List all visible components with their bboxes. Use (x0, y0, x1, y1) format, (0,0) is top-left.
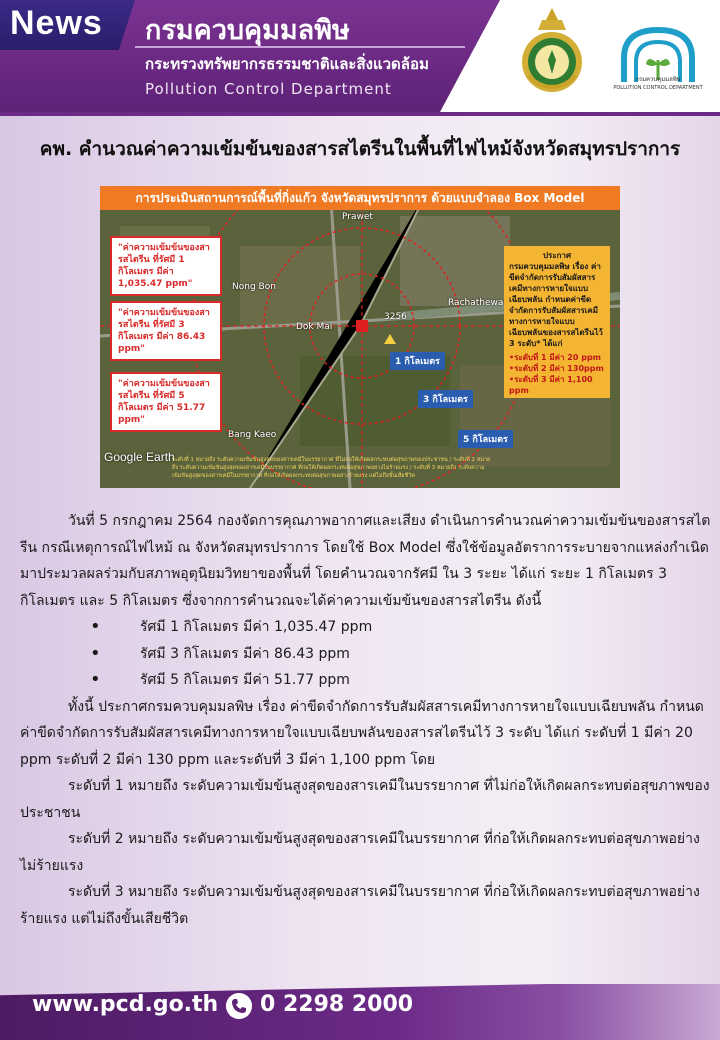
place-prawet: Prawet (342, 212, 373, 222)
page-footer (0, 980, 720, 1040)
paragraph-notice: ทั้งนี้ ประกาศกรมควบคุมมลพิษ เรื่อง ค่าขีดจำกัดการรับสัมผัสสารเคมีทางการหายใจแบบเฉียบพลัน กำหนดค่าขีดจำกัดการรับสัมผัสสารเคมีทางการหายใจแบบเฉียบพลันของสารสไตรีนไว้ 3 ระดับ ได้แก่ ระดับที่ 1 มีค่า 20 ppm ระดับที่ 2 มีค่า 130 ppm และระดับที่ 3 มีค่า 1,100 ppm โดย (20, 698, 704, 768)
paragraph-intro: วันที่ 5 กรกฎาคม 2564 กองจัดการคุณภาพอากาศและเสียง ดำเนินการคำนวณค่าความเข้มข้นของสารสไตรีน กรณีเหตุการณ์ไฟไหม้ ณ จังหวัดสมุทรปราการ โดยใช้ Box Model ซึ่งใช้ข้อมูลอัตราการระบายจากแหล่งกำเนิด มาประมวลผลร่วมกับสภาพอุตุนิยมวิทยาของพื้นที่ โดยคำนวณจากรัศมี ใน 3 ระยะ ได้แก่ ระยะ 1 กิโลเมตร 3 กิโลเมตร และ 5 กิโลเมตร ซึ่งจากการคำนวณจะได้ค่าความเข้มข้นของสารสไตรีน ดังนี้ (20, 513, 711, 609)
road-number: 3256 (384, 312, 407, 322)
department-english: Pollution Control Department (145, 80, 392, 98)
pcd-logo-caption (610, 76, 706, 92)
notice-panel (504, 246, 610, 398)
pcd-logo-caption-th: กรมควบคุมมลพิษ (635, 76, 681, 83)
website-link[interactable]: www.pcd.go.th (32, 992, 219, 1017)
place-bang-kaeo: Bang Kaeo (228, 430, 277, 440)
google-earth-watermark: Google Earth (104, 450, 175, 464)
news-label: News (10, 4, 103, 42)
header-divider (135, 46, 465, 48)
place-rachathewa: Rachathewa (448, 298, 504, 308)
infographic-map (100, 186, 620, 488)
infographic-footnote: ระดับที่ 1 หมายถึง ระดับความเข้มข้นสูงสุดของสารเคมีในบรรยากาศ ที่ไม่ก่อให้เกิดผลกระทบต่อสุขภาพของประชาชน / ระดับที่ 2 หมายถึง ระดับความเข้มข้นสูงสุดของสารเคมีในบรรยากาศ ที่ก่อให้เกิดผลกระทบต่อสุขภาพอย่างไม่ร้ายแรง / ระดับที่ 3 หมายถึง ระดับความเข้มข้นสูงสุดของสารเคมีในบรรยากาศ ที่ก่อให้เกิดผลกระทบต่อสุขภาพอย่างร้ายแรง แต่ไม่ถึงขั้นเสียชีวิต (172, 457, 491, 479)
place-nong-bon: Nong Bon (232, 282, 276, 292)
place-dok-mai: Dok Mai (296, 322, 333, 332)
phone-icon (226, 993, 252, 1019)
page-title: คพ. คำนวณค่าความเข้มข้นของสารสไตรีนในพื้นที่ไฟไหม้จังหวัดสมุทรปราการ (39, 138, 681, 160)
list-item: • รัศมี 1 กิโลเมตร มีค่า 1,035.47 ppm (20, 614, 712, 641)
concentration-box-1km: "ค่าความเข้มข้นของสารสไตรีน ที่รัศมี 1 กิโลเมตร มีค่า 1,035.47 ppm" (110, 236, 222, 296)
radius-label-5km: 5 กิโลเมตร (458, 430, 513, 448)
concentration-list (20, 614, 712, 694)
notice-level-2: • ระดับที่ 2 มีค่า 130ppm (509, 363, 605, 374)
ministry-name: กระทรวงทรัพยากรธรรมชาติและสิ่งแวดล้อม (145, 55, 429, 73)
radius-label-3km: 3 กิโลเมตร (418, 390, 473, 408)
phone-number[interactable]: 0 2298 2000 (260, 992, 414, 1017)
article-body (20, 508, 712, 932)
notice-levels (509, 352, 605, 396)
page-header (0, 0, 720, 112)
infographic-banner: การประเมินสถานการณ์พื้นที่กิ่งแก้ว จังหวัดสมุทรปราการ ด้วยแบบจำลอง Box Model (100, 186, 620, 210)
notice-body: กรมควบคุมมลพิษ เรื่อง ค่าขีดจำกัดการรับสัมผัสสารเคมีทางการหายใจแบบเฉียบพลัน กำหนดค่าขีดจำกัดการรับสัมผัสสารเคมีทางการหายใจแบบเฉียบพลันของสารสไตรีนไว้ 3 ระดับ* ได้แก่ (509, 262, 603, 348)
paragraph-level-1: ระดับที่ 1 หมายถึง ระดับความเข้มข้นสูงสุดของสารเคมีในบรรยากาศ ที่ไม่ก่อให้เกิดผลกระทบต่อสุขภาพของประชาชน (20, 778, 710, 821)
notice-level-3: • ระดับที่ 3 มีค่า 1,100 ppm (509, 374, 605, 396)
notice-level-1: • ระดับที่ 1 มีค่า 20 ppm (509, 352, 605, 363)
concentration-box-5km: "ค่าความเข้มข้นของสารสไตรีน ที่รัศมี 5 กิโลเมตร มีค่า 51.77 ppm" (110, 372, 222, 432)
header-rule (0, 112, 720, 116)
org-name: กรมควบคุมมลพิษ (145, 15, 350, 46)
list-item: • รัศมี 3 กิโลเมตร มีค่า 86.43 ppm (20, 641, 712, 668)
concentration-box-3km: "ค่าความเข้มข้นของสารสไตรีน ที่รัศมี 3 กิโลเมตร มีค่า 86.43 ppm" (110, 301, 222, 361)
ministry-seal-icon (516, 6, 588, 98)
radius-label-1km: 1 กิโลเมตร (390, 352, 445, 370)
pcd-logo-caption-en: POLLUTION CONTROL DEPARTMENT (613, 85, 703, 91)
list-item: • รัศมี 5 กิโลเมตร มีค่า 51.77 ppm (20, 667, 712, 694)
paragraph-level-3: ระดับที่ 3 หมายถึง ระดับความเข้มข้นสูงสุดของสารเคมีในบรรยากาศ ที่ก่อให้เกิดผลกระทบต่อสุขภาพอย่างร้ายแรง แต่ไม่ถึงขั้นเสียชีวิต (20, 884, 700, 927)
paragraph-level-2: ระดับที่ 2 หมายถึง ระดับความเข้มข้นสูงสุดของสารเคมีในบรรยากาศ ที่ก่อให้เกิดผลกระทบต่อสุขภาพอย่างไม่ร้ายแรง (20, 831, 700, 874)
notice-heading: ประกาศ (542, 251, 572, 260)
